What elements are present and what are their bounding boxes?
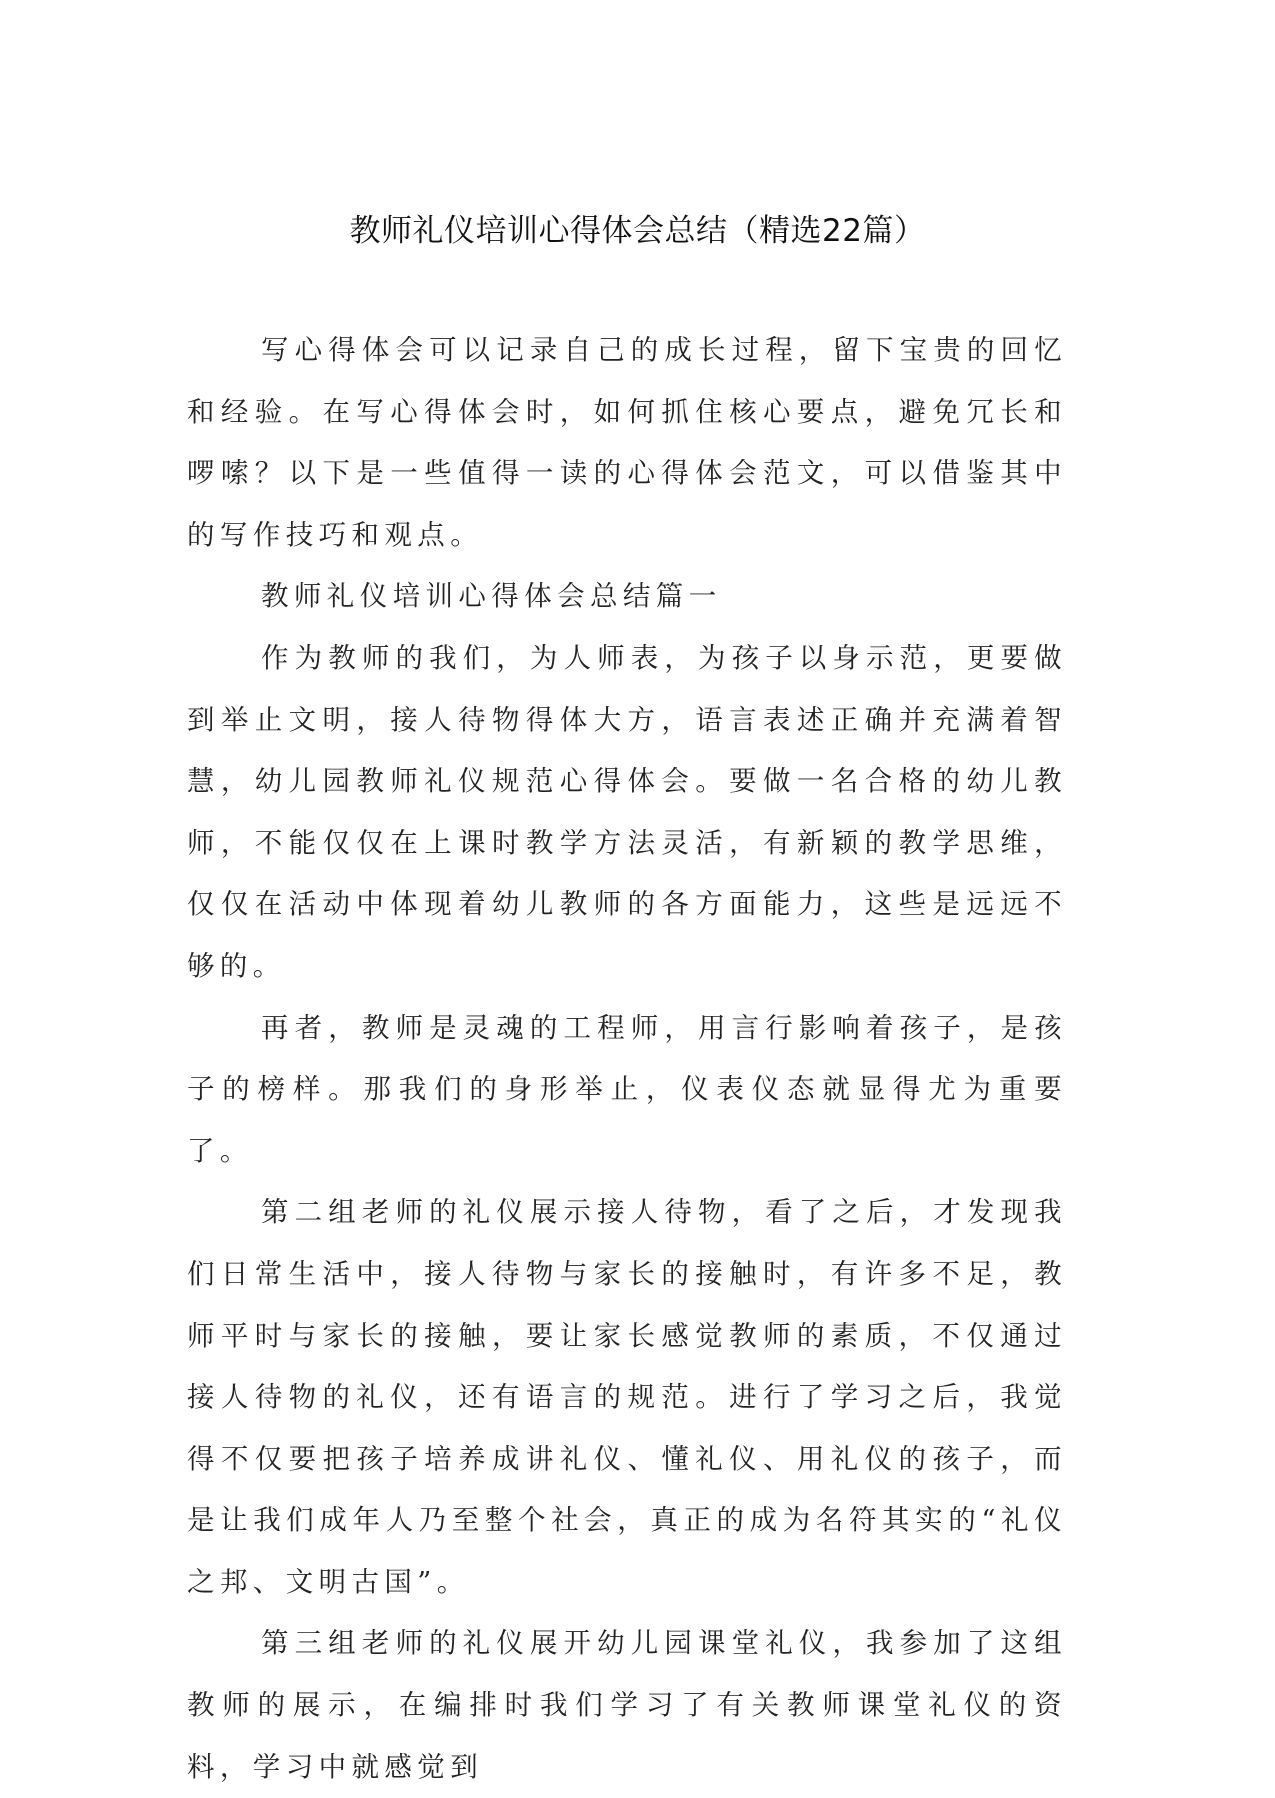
document-title: 教师礼仪培训心得体会总结（精选22篇） <box>349 213 926 249</box>
paragraph: 第三组老师的礼仪展开幼儿园课堂礼仪，我参加了这组教师的展示，在编排时我们学习了有关教师课堂礼仪的资料，学习中就感觉到 <box>187 1627 1067 1783</box>
section-heading: 教师礼仪培训心得体会总结篇一 <box>261 580 722 613</box>
paragraph: 第二组老师的礼仪展示接人待物，看了之后，才发现我们日常生活中，接人待物与家长的接触时，有许多不足，教师平时与家长的接触，要让家长感觉教师的素质，不仅通过接人待物的礼仪，还有语言的规范。进行了学习之后，我觉得不仅要把孩子培养成讲礼仪、懂礼仪、用礼仪的孩子，而是让我们成年人乃至整个社会，真正的成为名符其实的“礼仪之邦、文明古国”。 <box>187 1196 1067 1598</box>
paragraph: 再者，教师是灵魂的工程师，用言行影响着孩子，是孩子的榜样。那我们的身形举止，仪表仪态就显得尤为重要了。 <box>187 1011 1067 1167</box>
paragraph: 作为教师的我们，为人师表，为孩子以身示范，更要做到举止文明，接人待物得体大方，语言表述正确并充满着智慧，幼儿园教师礼仪规范心得体会。要做一名合格的幼儿教师，不能仅仅在上课时教学方法灵活，有新颖的教学思维，仅仅在活动中体现着幼儿教师的各方面能力，这些是远远不够的。 <box>187 641 1067 982</box>
paragraph-intro: 写心得体会可以记录自己的成长过程，留下宝贵的回忆和经验。在写心得体会时，如何抓住核心要点，避免冗长和啰嗦？以下是一些值得一读的心得体会范文，可以借鉴其中的写作技巧和观点。 <box>187 334 1067 551</box>
document-body <box>187 320 1067 1798</box>
